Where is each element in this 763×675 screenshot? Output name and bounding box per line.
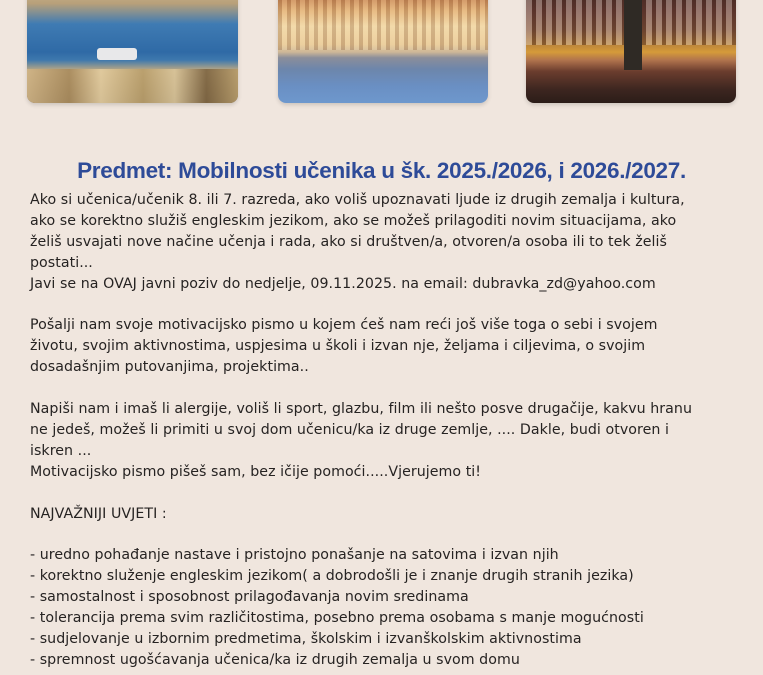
details-line: Napiši nam i imaš li alergije, voliš li sport, glazbu, film ili nešto posve drugačije, kakvu hranu — [30, 401, 693, 418]
photo-parliament-building — [278, 0, 488, 103]
page-title: Predmet: Mobilnosti učenika u šk. 2025./2026, i 2026./2027. — [77, 158, 686, 184]
ship-shape — [97, 48, 137, 60]
intro-line: želiš usvajati nove načine učenja i rada, ako si društven/a, otvoren/a osoba ili to tek želiš — [30, 233, 667, 250]
statue-shape — [624, 0, 642, 70]
motivation-line: Pošalji nam svoje motivacijsko pismo u kojem ćeš nam reći još više toga o sebi i svojem — [30, 317, 658, 334]
requirements-heading: NAJVAŽNIJI UVJETI : — [30, 505, 167, 522]
requirement-item: - korektno služenje engleskim jezikom( a dobrodošli je i znanje drugih stranih jezika) — [30, 568, 634, 585]
motivation-line: životu, svojim aktivnostima, uspjesima u školi i izvan nje, željama i ciljevima, o svojim — [30, 338, 646, 355]
details-line: Motivacijsko pismo pišeš sam, bez ičije pomoći.....Vjerujemo ti! — [30, 463, 482, 480]
intro-paragraph — [30, 190, 740, 295]
intro-line: ako se korektno služiš engleskim jezikom, ako se možeš prilagoditi novim situacijama, ako — [30, 212, 677, 229]
requirement-item: - sudjelovanje u izbornim predmetima, školskim i izvanškolskim aktivnostima — [30, 630, 582, 647]
details-paragraph — [30, 399, 740, 483]
buildings-shape — [27, 69, 238, 103]
intro-line: postati... — [30, 254, 93, 271]
motivation-paragraph — [30, 315, 740, 378]
document-body — [30, 190, 740, 671]
details-line: ne jedeš, možeš li primiti u svoj dom učenicu/ka iz druge zemlje, .... Dakle, budi otvoren i — [30, 421, 669, 438]
photo-coastal-city — [27, 0, 238, 103]
facade-shape — [278, 0, 488, 50]
requirement-item: - uredno pohađanje nastave i pristojno ponašanje na satovima i izvan njih — [30, 547, 559, 564]
requirements-list — [30, 545, 740, 670]
contact-line: Javi se na OVAJ javni poziv do nedjelje, 09.11.2025. na email: dubravka_zd@yahoo.com — [30, 275, 656, 292]
details-line: iskren ... — [30, 442, 92, 459]
motivation-line: dosadašnjim putovanjima, projektima.. — [30, 359, 309, 376]
requirement-item: - tolerancija prema svim različitostima, posebno prema osobama s manje mogućnosti — [30, 610, 644, 627]
photo-old-town-square — [526, 0, 736, 103]
requirement-item: - spremnost ugošćavanja učenica/ka iz drugih zemalja u svom domu — [30, 651, 520, 668]
intro-line: Ako si učenica/učenik 8. ili 7. razreda, ako voliš upoznavati ljude iz drugih zemalja i kultura, — [30, 192, 685, 208]
requirement-item: - samostalnost i sposobnost prilagođavanja novim sredinama — [30, 589, 469, 606]
